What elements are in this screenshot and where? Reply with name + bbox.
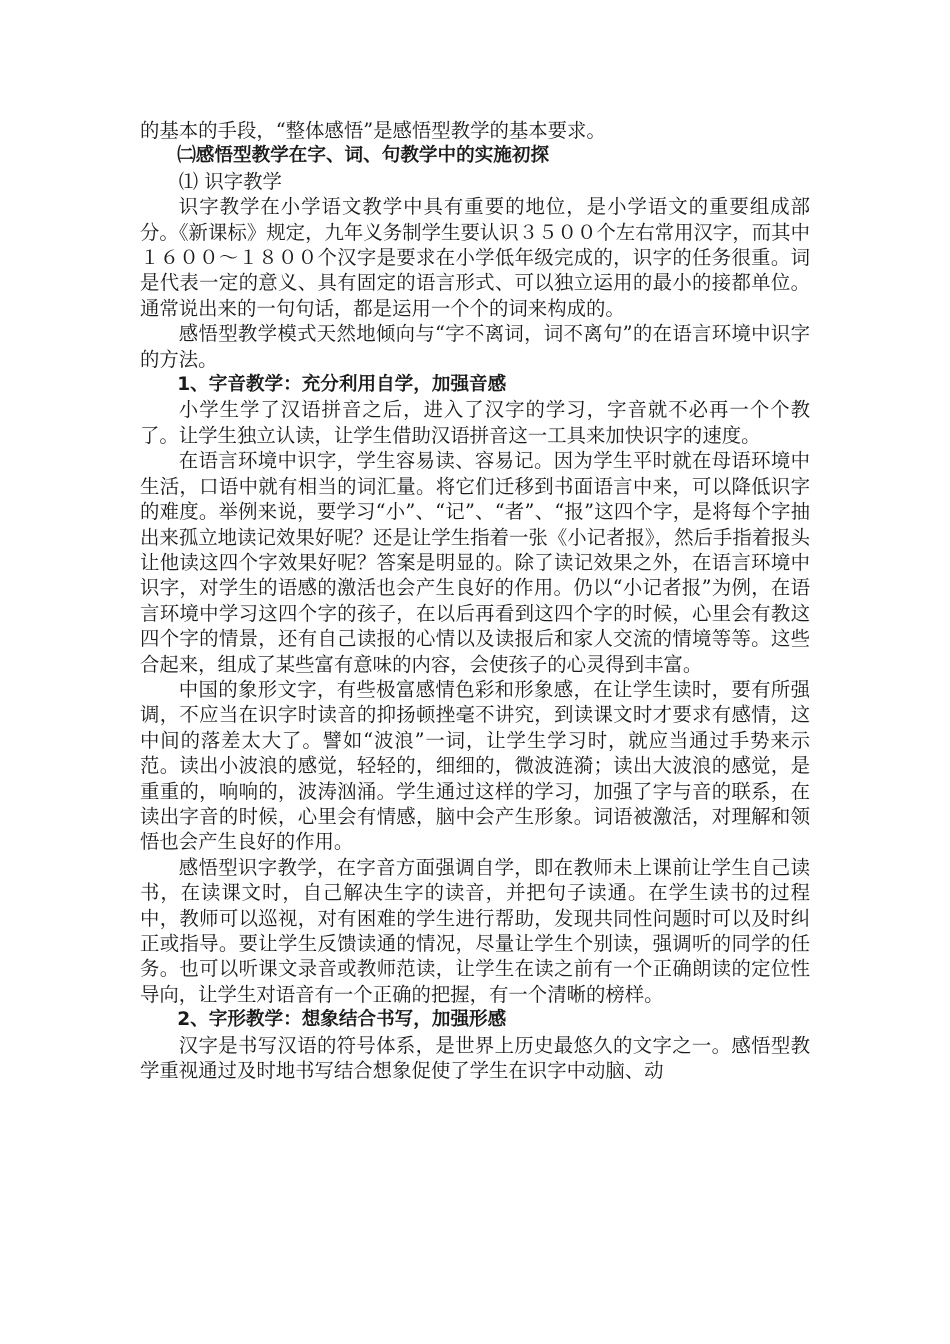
paragraph: 小学生学了汉语拼音之后，进入了汉字的学习，字音就不必再一个个教了。让学生独立认读，让学生借助汉语拼音这一工具来加快识字的速度。	[140, 398, 810, 447]
paragraph: 感悟型教学模式天然地倾向与“字不离词，词不离句”的在语言环境中识字的方法。	[140, 322, 810, 371]
section-heading: 1、字音教学：充分利用自学，加强音感	[177, 374, 507, 396]
section-heading: ㈡感悟型教学在字、词、句教学中的实施初探	[177, 145, 550, 167]
paragraph-continuation: 的基本的手段，“整体感悟”是感悟型教学的基本要求。	[140, 119, 606, 142]
paragraph: 识字教学在小学语文教学中具有重要的地位，是小学语文的重要组成部分。《新课标》规定，九年义务制学生要认识３５００个左右常用汉字，而其中１６００～１８００个汉字是要求在小学低年级完成的，识字的任务很重。词是代表一定的意义、具有固定的语言形式、可以独立运用的最小的接都单位。通常说出来的一句句话，都是运用一个个的词来构成的。	[140, 195, 810, 320]
subsection-heading: ⑴ 识字教学	[178, 169, 282, 193]
paragraph: 汉字是书写汉语的符号体系，是世界上历史最悠久的文字之一。感悟型教学重视通过及时地书写结合想象促使了学生在识字中动脑、动	[140, 1033, 810, 1083]
section-heading: 2、字形教学：想象结合书写，加强形感	[177, 1009, 507, 1031]
paragraph: 感悟型识字教学，在字音方面强调自学，即在教师未上课前让学生自己读书，在读课文时，自己解决生字的读音，并把句子读通。在学生读书的过程中，教师可以巡视，对有困难的学生进行帮助，发现共同性问题时可以及时纠正或指导。要让学生反馈读通的情况，尽量让学生个别读，强调听的同学的任务。也可以听课文录音或教师范读，让学生在读之前有一个正确朗读的定位性导向，让学生对语音有一个正确的把握，有一个清晰的榜样。	[140, 855, 810, 1006]
paragraph: 中国的象形文字，有些极富感情色彩和形象感，在让学生读时，要有所强调，不应当在识字时读音的抑扬顿挫毫不讲究，到读课文时才要求有感情，这中间的落差太大了。譬如“波浪”一词，让学生学习时，就应当通过手势来示范。读出小波浪的感觉，轻轻的，细细的，微波涟漪；读出大波浪的感觉，是重重的，响响的，波涛汹涌。学生通过这样的学习，加强了字与音的联系，在读出字音的时候，心里会有情感，脑中会产生形象。词语被激活，对理解和领悟也会产生良好的作用。	[140, 677, 810, 854]
paragraph: 在语言环境中识字，学生容易读、容易记。因为学生平时就在母语环境中生活，口语中就有相当的词汇量。将它们迁移到书面语言中来，可以降低识字的难度。举例来说，要学习“小”、“记”、“者”、“报”这四个字，是将每个字抽出来孤立地读记效果好呢？还是让学生指着一张《小记者报》，然后手指着报头让他读这四个字效果好呢？答案是明显的。除了读记效果之外，在语言环境中识字，对学生的语感的激活也会产生良好的作用。仍以“小记者报”为例，在语言环境中学习这四个字的孩子，在以后再看到这四个字的时候，心里会有教这四个字的情景，还有自己读报的心情以及读报后和家人交流的情境等等。这些合起来，组成了某些富有意味的内容，会使孩子的心灵得到丰富。	[140, 449, 810, 676]
